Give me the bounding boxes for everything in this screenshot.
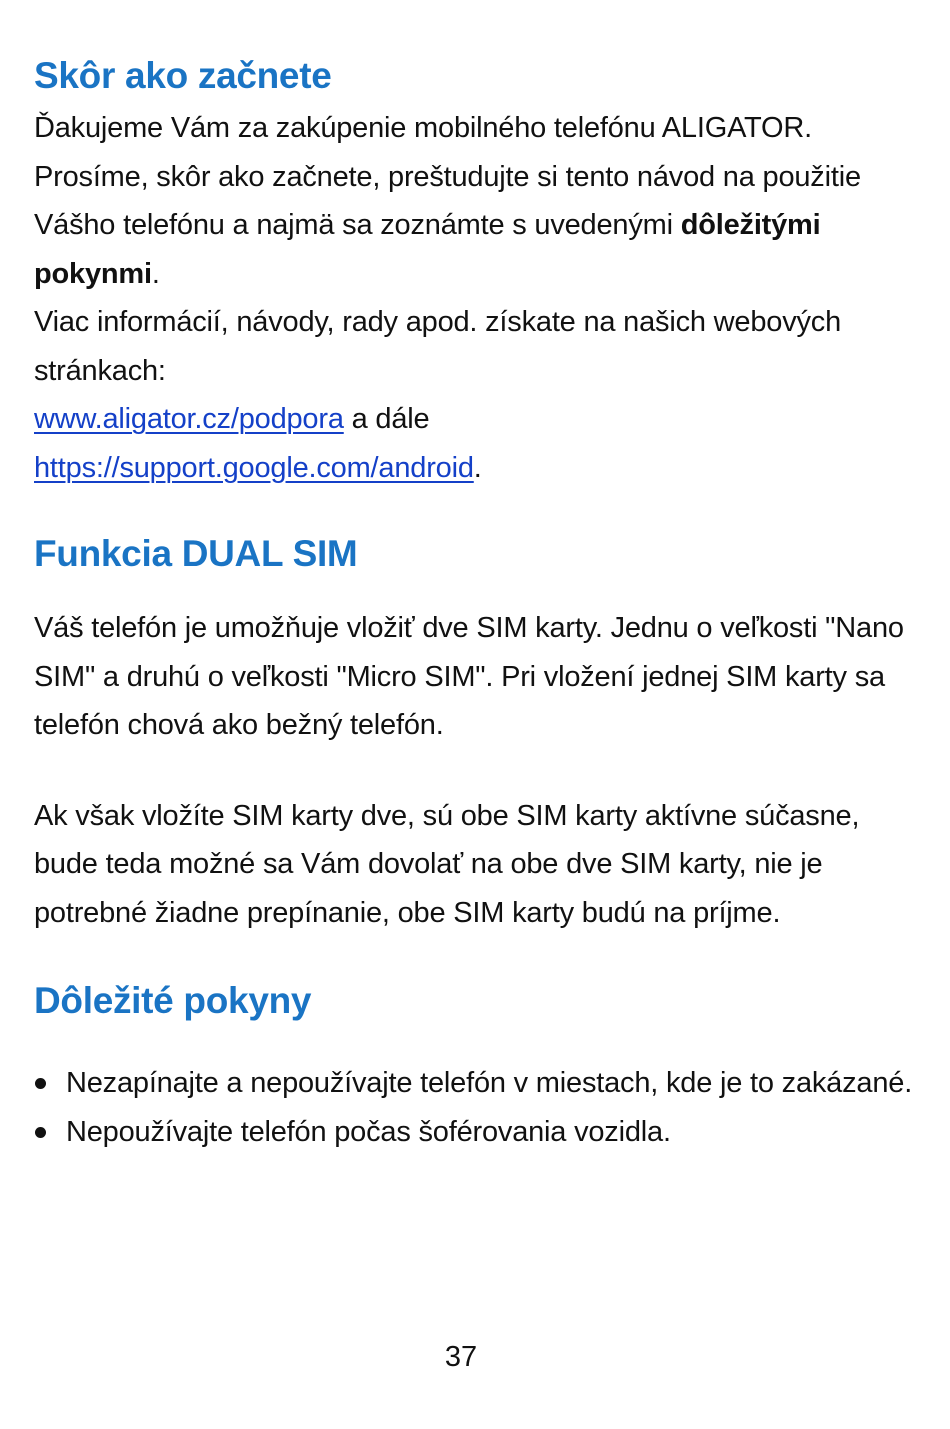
intro-end: . [151, 257, 160, 290]
bullet-icon [35, 1127, 46, 1138]
heading-before-you-start: Skôr ako začnete [34, 55, 332, 96]
instructions-list [34, 1059, 914, 1156]
aligator-support-link[interactable]: www.aligator.cz/podpora [34, 403, 344, 435]
intro-paragraph [34, 104, 914, 298]
page-number: 37 [444, 1341, 478, 1373]
bullet-icon [35, 1078, 46, 1089]
manual-page [34, 48, 914, 1156]
heading-important-instructions: Dôležité pokyny [34, 980, 312, 1021]
important-instructions-bold: dôležitými pokynmi [34, 209, 821, 290]
google-support-link[interactable]: https://support.google.com/android [34, 451, 474, 484]
heading-dual-sim: Funkcia DUAL SIM [34, 533, 358, 574]
list-item [34, 1108, 914, 1157]
link-join-text: a dále [343, 403, 430, 435]
more-info-paragraph: Viac informácií, návody, rady apod. získate na našich webových stránkach: [34, 306, 842, 387]
intro-text: Ďakujeme Vám za zakúpenie mobilného telefónu ALIGATOR. Prosíme, skôr ako začnete, preštudujte si tento návod na použitie Vášho telefónu a najmä sa zoznámte s uvedenými [34, 112, 861, 241]
link-end-text: . [473, 451, 482, 484]
dual-sim-paragraph-2: Ak však vložíte SIM karty dve, sú obe SIM karty aktívne súčasne, bude teda možné sa Vám dovolať na obe dve SIM karty, nie je potrebné žiadne prepínanie, obe SIM karty budú na príjme. [34, 799, 860, 929]
list-item [34, 1059, 914, 1108]
dual-sim-paragraph-1: Váš telefón je umožňuje vložiť dve SIM karty. Jednu o veľkosti "Nano SIM" a druhú o veľkosti "Micro SIM". Pri vložení jednej SIM karty sa telefón chová ako bežný telefón. [34, 612, 904, 741]
list-item-text: Nepoužívajte telefón počas šoférovania vozidla. [66, 1115, 671, 1148]
list-item-text: Nezapínajte a nepoužívajte telefón v miestach, kde je to zakázané. [66, 1067, 913, 1099]
links-paragraph [34, 395, 914, 492]
